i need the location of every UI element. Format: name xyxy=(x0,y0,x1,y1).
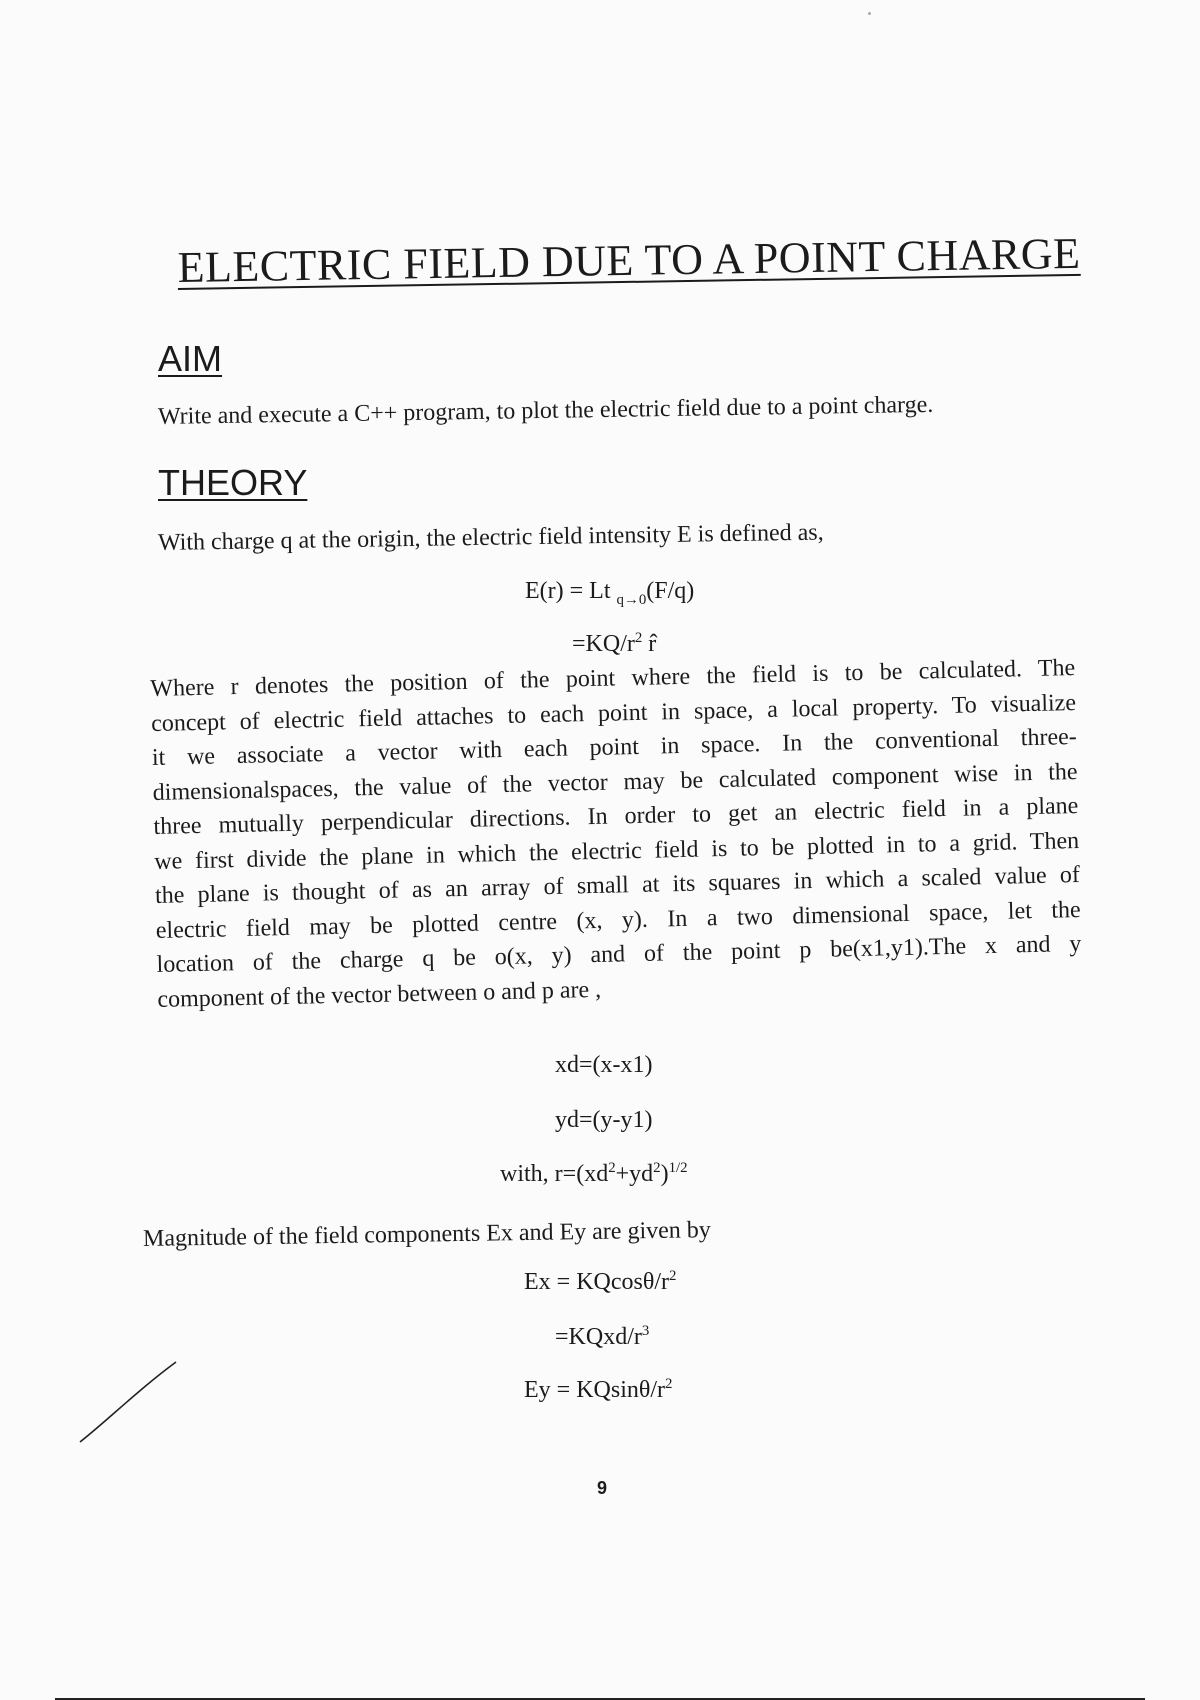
magnitude-intro: Magnitude of the field components Ex and Ey are given by xyxy=(142,1217,711,1252)
theory-heading: THEORY xyxy=(158,462,308,503)
pen-stroke-mark xyxy=(78,1360,178,1445)
paragraph-line: component of the vector between o and p are , xyxy=(157,976,602,1013)
theory-intro: With charge q at the origin, the electric field intensity E is defined as, xyxy=(157,519,824,556)
equation-xd: xd=(x-x1) xyxy=(555,1052,653,1078)
equation-ex-simplified: $=KQxd/r^3$ xyxy=(555,1323,650,1350)
equation-ex: Ex = KQcosθ/$r^2$ xyxy=(524,1268,677,1295)
paragraph-line: three mutually perpendicular directions. In order to get an electric field in a plane xyxy=(153,792,1079,840)
paragraph-line: it we associate a vector with each point in space. In the conventional three- xyxy=(151,723,1078,771)
paragraph-line: electric field may be plotted centre (x, y). In a two dimensional space, let the xyxy=(155,896,1081,944)
paragraph-line: we first divide the plane in which the electric field is to be plotted in to a grid. Then xyxy=(154,827,1080,875)
equation-coulomb: $=KQ/r^2$ r̂ xyxy=(572,630,657,657)
paragraph-line: dimensionalspaces, the value of the vector may be calculated component wise in the xyxy=(152,758,1078,806)
paragraph-line: concept of electric field attaches to each point in space, a local property. To visualize xyxy=(150,689,1077,737)
page-number: 9 xyxy=(597,1478,608,1498)
equation-field-definition: E(r) = Lt $_{q\to 0}$(F/q) xyxy=(525,578,695,608)
aim-text: Write and execute a C++ program, to plot the electric field due to a point charge. xyxy=(157,391,934,430)
paragraph-line: location of the charge q be o(x, y) and of the point p be(x1,y1).The x and y xyxy=(156,930,1082,978)
paragraph-line: the plane is thought of as an array of small at its squares in which a scaled value of xyxy=(154,861,1081,909)
paragraph-line: Where r denotes the position of the point where the field is to be calculated. The xyxy=(150,655,1076,702)
scan-speck xyxy=(868,12,871,15)
theory-paragraph xyxy=(150,651,1083,1017)
aim-heading: AIM xyxy=(158,338,223,379)
page-title: ELECTRIC FIELD DUE TO A POINT CHARGE xyxy=(177,228,1081,293)
equation-ey: Ey = KQsinθ/$r^2$ xyxy=(524,1376,673,1403)
equation-yd: yd=(y-y1) xyxy=(555,1107,653,1133)
equation-r: with, $r=(xd^2+yd^2)^{1/2}$ xyxy=(500,1160,688,1187)
